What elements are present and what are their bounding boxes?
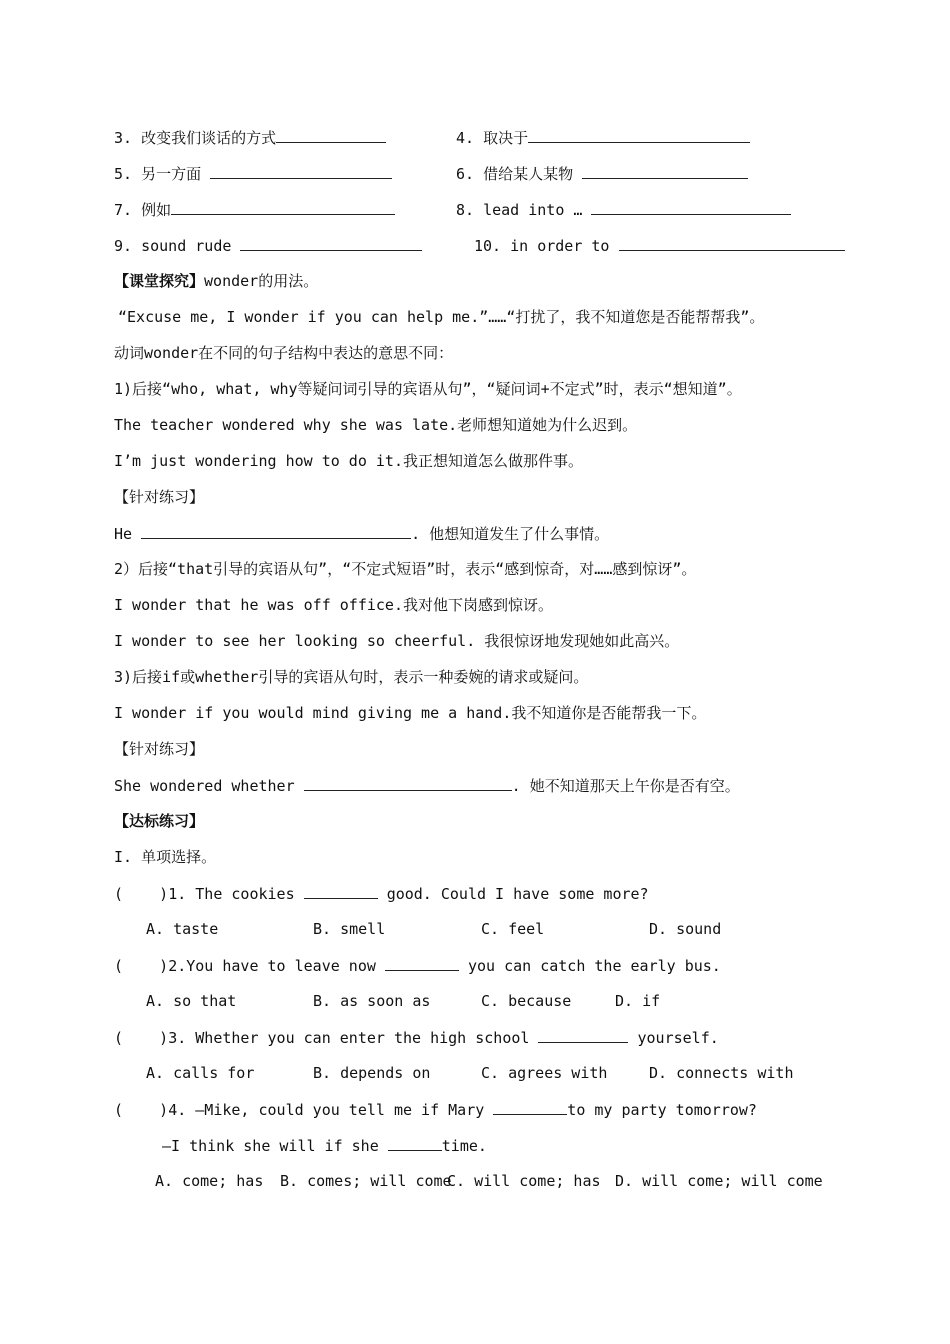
- option-b[interactable]: B. comes; will come: [280, 1172, 452, 1190]
- phrase-item: 6. 借给某人某物: [456, 163, 748, 184]
- answer-blank[interactable]: [276, 127, 386, 143]
- answer-blank[interactable]: [528, 127, 750, 143]
- answer-blank[interactable]: [171, 199, 395, 215]
- example-sentence: “Excuse me, I wonder if you can help me.”……“打扰了，我不知道您是否能帮帮我”。: [118, 308, 765, 326]
- option-b[interactable]: B. as soon as: [313, 992, 431, 1010]
- option-a[interactable]: A. calls for: [146, 1064, 255, 1082]
- example-sentence: I’m just wondering how to do it.我正想知道怎么做那件事。: [114, 452, 583, 470]
- option-d[interactable]: D. sound: [649, 920, 722, 938]
- section-heading: 【课堂探究】: [114, 272, 205, 290]
- question-4: ( )4. —Mike, could you tell me if Mary to my party tomorrow?: [114, 1101, 757, 1119]
- answer-paren[interactable]: ( ): [114, 1029, 169, 1047]
- phrase-item: 3. 改变我们谈话的方式: [114, 127, 386, 148]
- rule-text: 3)后接if或whether引导的宾语从句时，表示一种委婉的请求或疑问。: [114, 668, 589, 686]
- practice-item: She wondered whether . 她不知道那天上午你是否有空。: [114, 777, 740, 795]
- answer-paren[interactable]: ( ): [114, 885, 169, 903]
- answer-blank[interactable]: [304, 883, 378, 899]
- option-d[interactable]: D. connects with: [649, 1064, 794, 1082]
- practice-heading: 【针对练习】: [114, 488, 205, 506]
- phrase-item: 4. 取决于: [456, 127, 750, 148]
- practice-item: He . 他想知道发生了什么事情。: [114, 525, 610, 543]
- rule-text: 2）后接“that引导的宾语从句”，“不定式短语”时，表示“感到惊奇，对……感到惊讶”。: [114, 560, 697, 578]
- practice-heading: 【针对练习】: [114, 740, 205, 758]
- question-3: ( )3. Whether you can enter the high school yourself.: [114, 1029, 719, 1047]
- question-2: ( )2.You have to leave now you can catch the early bus.: [114, 957, 721, 975]
- option-c[interactable]: C. agrees with: [481, 1064, 608, 1082]
- question-4-line-2: —I think she will if she time.: [162, 1137, 487, 1155]
- rule-text: 1)后接“who, what, why等疑问词引导的宾语从句”，“疑问词+不定式”时，表示“想知道”。: [114, 380, 742, 398]
- option-c[interactable]: C. will come; has: [447, 1172, 601, 1190]
- question-1: ( )1. The cookies good. Could I have some more?: [114, 885, 649, 903]
- option-c[interactable]: C. because: [481, 992, 572, 1010]
- answer-blank[interactable]: [388, 1135, 442, 1151]
- answer-blank[interactable]: [240, 235, 422, 251]
- phrase-item: 7. 例如: [114, 199, 395, 220]
- example-sentence: I wonder that he was off office.我对他下岗感到惊讶。: [114, 596, 553, 614]
- section-heading: 【达标练习】: [114, 812, 205, 830]
- answer-blank[interactable]: [591, 199, 791, 215]
- option-d[interactable]: D. if: [615, 992, 661, 1010]
- phrase-item: 8. lead into …: [456, 199, 791, 220]
- option-d[interactable]: D. will come; will come: [615, 1172, 823, 1190]
- answer-blank[interactable]: [582, 163, 748, 179]
- answer-blank[interactable]: [210, 163, 392, 179]
- option-a[interactable]: A. so that: [146, 992, 237, 1010]
- phrase-item: 9. sound rude: [114, 235, 422, 256]
- answer-blank[interactable]: [538, 1027, 628, 1043]
- answer-blank[interactable]: [385, 955, 459, 971]
- answer-blank[interactable]: [493, 1099, 567, 1115]
- answer-blank[interactable]: [619, 235, 845, 251]
- option-c[interactable]: C. feel: [481, 920, 545, 938]
- phrase-item: 10. in order to: [474, 235, 845, 256]
- example-sentence: I wonder to see her looking so cheerful. 我很惊讶地发现她如此高兴。: [114, 632, 680, 650]
- explore-heading-line: 【课堂探究】wonder的用法。: [114, 272, 319, 290]
- answer-blank[interactable]: [304, 775, 512, 791]
- section-title: I. 单项选择。: [114, 848, 217, 866]
- option-a[interactable]: A. come; has: [155, 1172, 264, 1190]
- phrase-item: 5. 另一方面: [114, 163, 392, 184]
- option-b[interactable]: B. depends on: [313, 1064, 431, 1082]
- example-sentence: The teacher wondered why she was late.老师想知道她为什么迟到。: [114, 416, 638, 434]
- option-b[interactable]: B. smell: [313, 920, 386, 938]
- example-sentence: I wonder if you would mind giving me a hand.我不知道你是否能帮我一下。: [114, 704, 707, 722]
- answer-paren[interactable]: ( ): [114, 1101, 169, 1119]
- option-a[interactable]: A. taste: [146, 920, 219, 938]
- intro-text: 动词wonder在不同的句子结构中表达的意思不同：: [114, 344, 454, 362]
- answer-paren[interactable]: ( ): [114, 957, 169, 975]
- answer-blank[interactable]: [141, 523, 411, 539]
